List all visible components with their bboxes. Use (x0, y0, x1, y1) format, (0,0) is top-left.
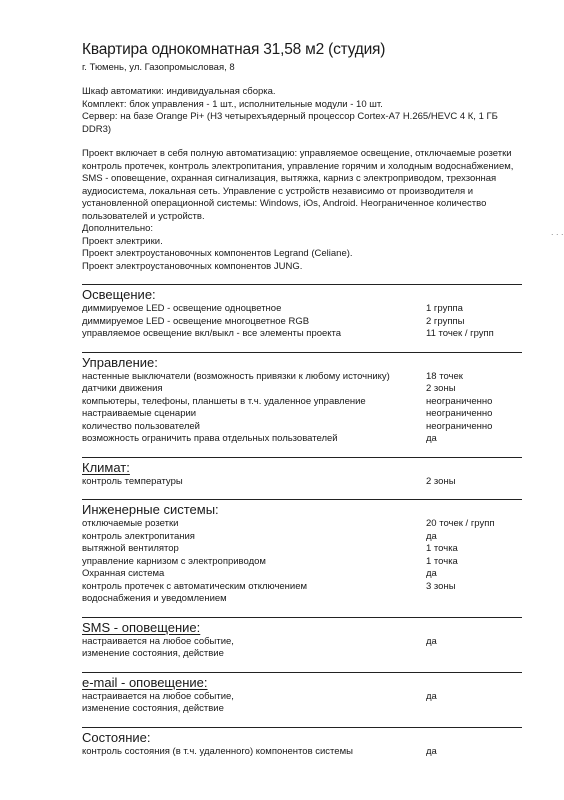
section-heading: Управление: (82, 354, 158, 370)
section (82, 672, 522, 716)
feature-row (82, 531, 522, 544)
feature-value: 18 точек (426, 370, 463, 382)
feature-label: вытяжной вентилятор (82, 543, 179, 554)
feature-label: контроль протечек с автоматическим отключением водоснабжения и уведомлением (82, 580, 308, 604)
feature-value: 2 группы (426, 315, 465, 327)
feature-row (82, 433, 522, 446)
section-heading: Состояние: (82, 729, 151, 745)
feature-value: 1 точка (426, 555, 458, 567)
feature-label: настраивается на любое событие, изменение состояния, действие (82, 690, 234, 714)
description-extra-heading: Дополнительно: (82, 223, 154, 234)
document-title: Квартира однокомнатная 31,58 м2 (студия) (82, 41, 386, 58)
section-heading: e-mail - оповещение: (82, 674, 208, 690)
feature-row (82, 421, 522, 434)
feature-row (82, 371, 522, 384)
section-heading: SMS - оповещение: (82, 619, 201, 635)
feature-value: да (426, 568, 437, 579)
section-heading: Климат: (82, 459, 130, 475)
feature-value: да (426, 433, 437, 444)
description-extra-item: Проект электроустановочных компонентов Legrand (Celiane). (82, 248, 353, 259)
feature-sections (82, 284, 522, 758)
section (82, 727, 522, 759)
margin-mark: . . . (551, 227, 564, 237)
feature-row (82, 746, 522, 759)
feature-value: 2 зоны (426, 383, 456, 394)
feature-row (82, 328, 522, 341)
feature-value: да (426, 635, 437, 647)
feature-label: настраивается на любое событие, изменение состояния, действие (82, 635, 234, 659)
feature-row (82, 518, 522, 531)
description-block (82, 148, 522, 273)
feature-value: 1 точка (426, 543, 458, 554)
feature-row (82, 581, 522, 606)
feature-row (82, 636, 522, 661)
spec-block (82, 86, 522, 136)
feature-row (82, 408, 522, 421)
feature-label: диммируемое LED - освещение многоцветное RGB (82, 315, 310, 327)
section (82, 352, 522, 446)
feature-label: компьютеры, телефоны, планшеты в т.ч. удаленное управление (82, 395, 366, 407)
feature-row (82, 476, 522, 489)
document-address: г. Тюмень, ул. Газопромысловая, 8 (82, 62, 235, 73)
feature-row (82, 303, 522, 316)
section (82, 457, 522, 489)
description-extra-item: Проект электрики. (82, 235, 163, 247)
spec-line-server: Сервер: на базе Orange Pi+ (Н3 четырехъядерный процессор Cortex-A7 H.265/HEVC 4 К, 1 ГБ DDR3) (82, 111, 498, 135)
section-heading: Инженерные системы: (82, 502, 219, 517)
feature-label: контроль электропитания (82, 530, 195, 542)
feature-value: неограниченно (426, 408, 493, 419)
feature-label: управляемое освещение вкл/выкл - все элементы проекта (82, 328, 342, 339)
spec-line-cabinet: Шкаф автоматики: индивидуальная сборка. (82, 86, 276, 97)
feature-label: настраиваемые сценарии (82, 408, 197, 419)
document-page (82, 40, 522, 758)
feature-value: 20 точек / групп (426, 518, 495, 529)
feature-value: 2 зоны (426, 475, 456, 487)
feature-label: возможность ограничить права отдельных пользователей (82, 433, 338, 444)
feature-value: 11 точек / групп (426, 328, 494, 339)
feature-label: управление карнизом с электроприводом (82, 555, 266, 567)
section (82, 284, 522, 341)
description-extra-item: Проект электроустановочных компонентов JUNG. (82, 260, 303, 272)
section (82, 617, 522, 661)
section (82, 499, 522, 606)
feature-row (82, 556, 522, 569)
feature-value: да (426, 745, 437, 757)
feature-label: количество пользователей (82, 420, 200, 432)
feature-label: контроль температуры (82, 475, 183, 487)
feature-row (82, 691, 522, 716)
feature-value: да (426, 530, 437, 542)
feature-row (82, 316, 522, 329)
description-paragraph: Проект включает в себя полную автоматизацию: управляемое освещение, отключаемые розетки контроль протечек, контроль электропитания, управление горячим и холодным водоснабжением, SMS - оповещение, охранная сигнализация, вытяжка, карниз с электроприводом, трехзонная аудиосистема, локальная сеть. Управление с устройств независимо от производителя и установленной операционной системы: Windows, iOs, Android. Неограниченное количество пользователей и устройств. (82, 148, 514, 222)
feature-label: Охранная система (82, 568, 165, 579)
section-heading: Освещение: (82, 287, 156, 302)
feature-value: неограниченно (426, 395, 493, 407)
feature-label: настенные выключатели (возможность привязки к любому источнику) (82, 370, 390, 382)
feature-row (82, 543, 522, 556)
feature-label: диммируемое LED - освещение одноцветное (82, 303, 282, 314)
feature-label: датчики движения (82, 383, 163, 394)
feature-value: 1 группа (426, 303, 463, 314)
feature-value: да (426, 690, 437, 702)
feature-row (82, 568, 522, 581)
feature-value: неограниченно (426, 420, 493, 432)
feature-label: контроль состояния (в т.ч. удаленного) компонентов системы (82, 745, 353, 757)
feature-row (82, 396, 522, 409)
feature-label: отключаемые розетки (82, 518, 179, 529)
feature-value: 3 зоны (426, 580, 456, 592)
feature-row (82, 383, 522, 396)
spec-line-kit: Комплект: блок управления - 1 шт., исполнительные модули - 10 шт. (82, 98, 383, 110)
